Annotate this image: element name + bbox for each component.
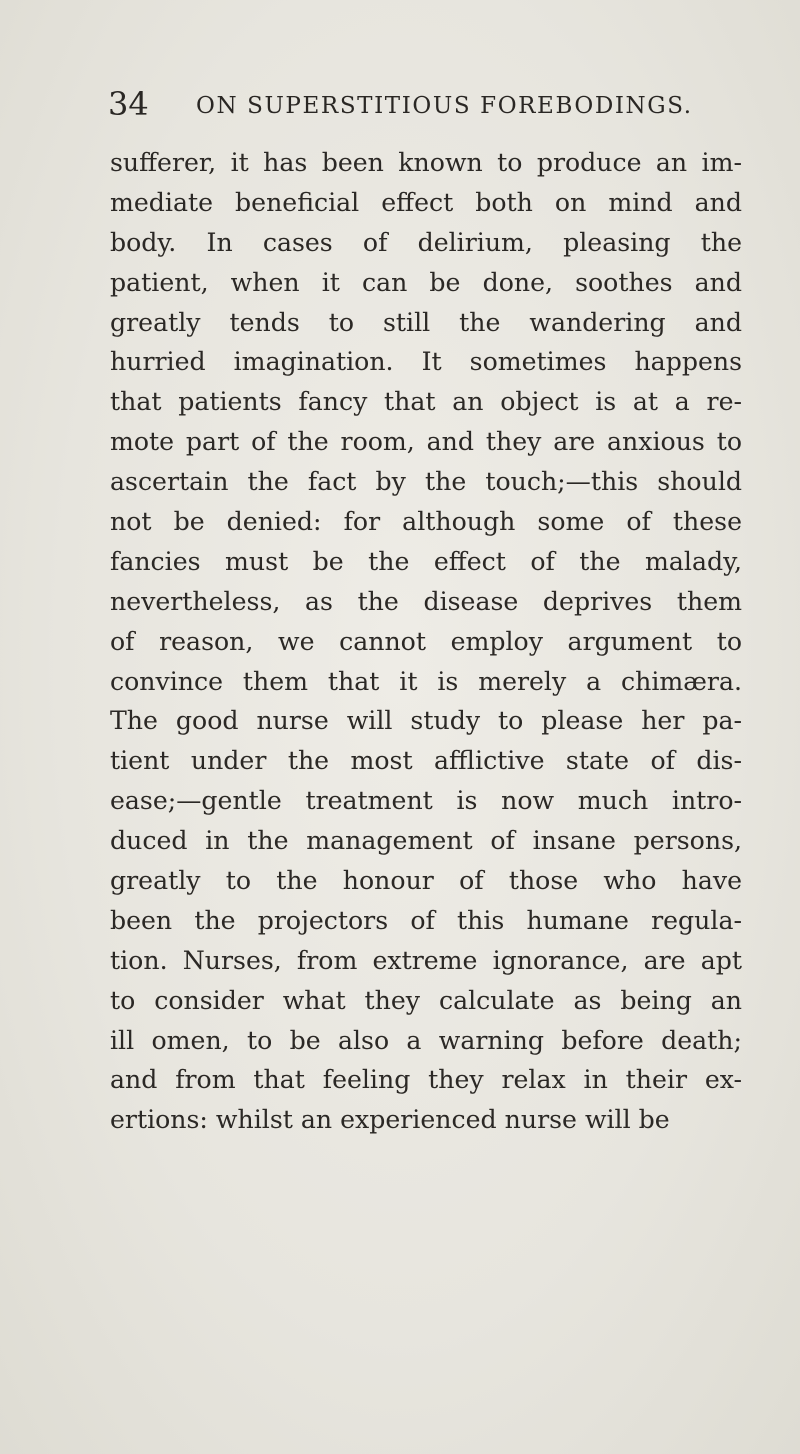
text-line: ertions: whilst an experienced nurse will be	[110, 1105, 670, 1135]
text-line: fancies must be the effect of the malady,	[110, 546, 742, 576]
text-line: The good nurse will study to please her pa-	[110, 706, 742, 736]
text-line: mote part of the room, and they are anxious to	[110, 427, 742, 457]
body-text	[110, 143, 742, 1140]
text-line: tion. Nurses, from extreme ignorance, are apt	[110, 945, 742, 975]
text-line: hurried imagination. It sometimes happens	[110, 347, 742, 377]
text-line: that patients fancy that an object is at a re-	[110, 387, 742, 417]
text-line: ascertain the fact by the touch;—this should	[110, 467, 742, 497]
text-line: duced in the management of insane persons,	[110, 826, 742, 856]
running-head: ON SUPERSTITIOUS FOREBODINGS.	[196, 93, 693, 119]
text-line: patient, when it can be done, soothes and	[110, 267, 742, 297]
text-line: tient under the most afflictive state of dis-	[110, 746, 742, 776]
text-line: to consider what they calculate as being an	[110, 985, 742, 1015]
page-number: 34	[108, 85, 149, 123]
text-line: not be denied: for although some of these	[110, 507, 742, 537]
page-header	[108, 84, 708, 124]
text-line: nevertheless, as the disease deprives them	[110, 586, 742, 616]
text-line: ill omen, to be also a warning before death;	[110, 1025, 742, 1055]
text-line: greatly to the honour of those who have	[110, 866, 742, 896]
text-line: greatly tends to still the wandering and	[110, 307, 742, 337]
text-line: sufferer, it has been known to produce an im-	[110, 148, 742, 177]
text-line: and from that feeling they relax in their ex-	[110, 1065, 742, 1095]
text-line: mediate beneficial effect both on mind and	[110, 187, 742, 217]
text-line: ease;—gentle treatment is now much intro-	[110, 786, 742, 816]
text-line: body. In cases of delirium, pleasing the	[110, 227, 742, 257]
text-line: convince them that it is merely a chimæra.	[110, 666, 742, 696]
text-line: been the projectors of this humane regula-	[110, 905, 742, 935]
text-line: of reason, we cannot employ argument to	[110, 626, 742, 656]
